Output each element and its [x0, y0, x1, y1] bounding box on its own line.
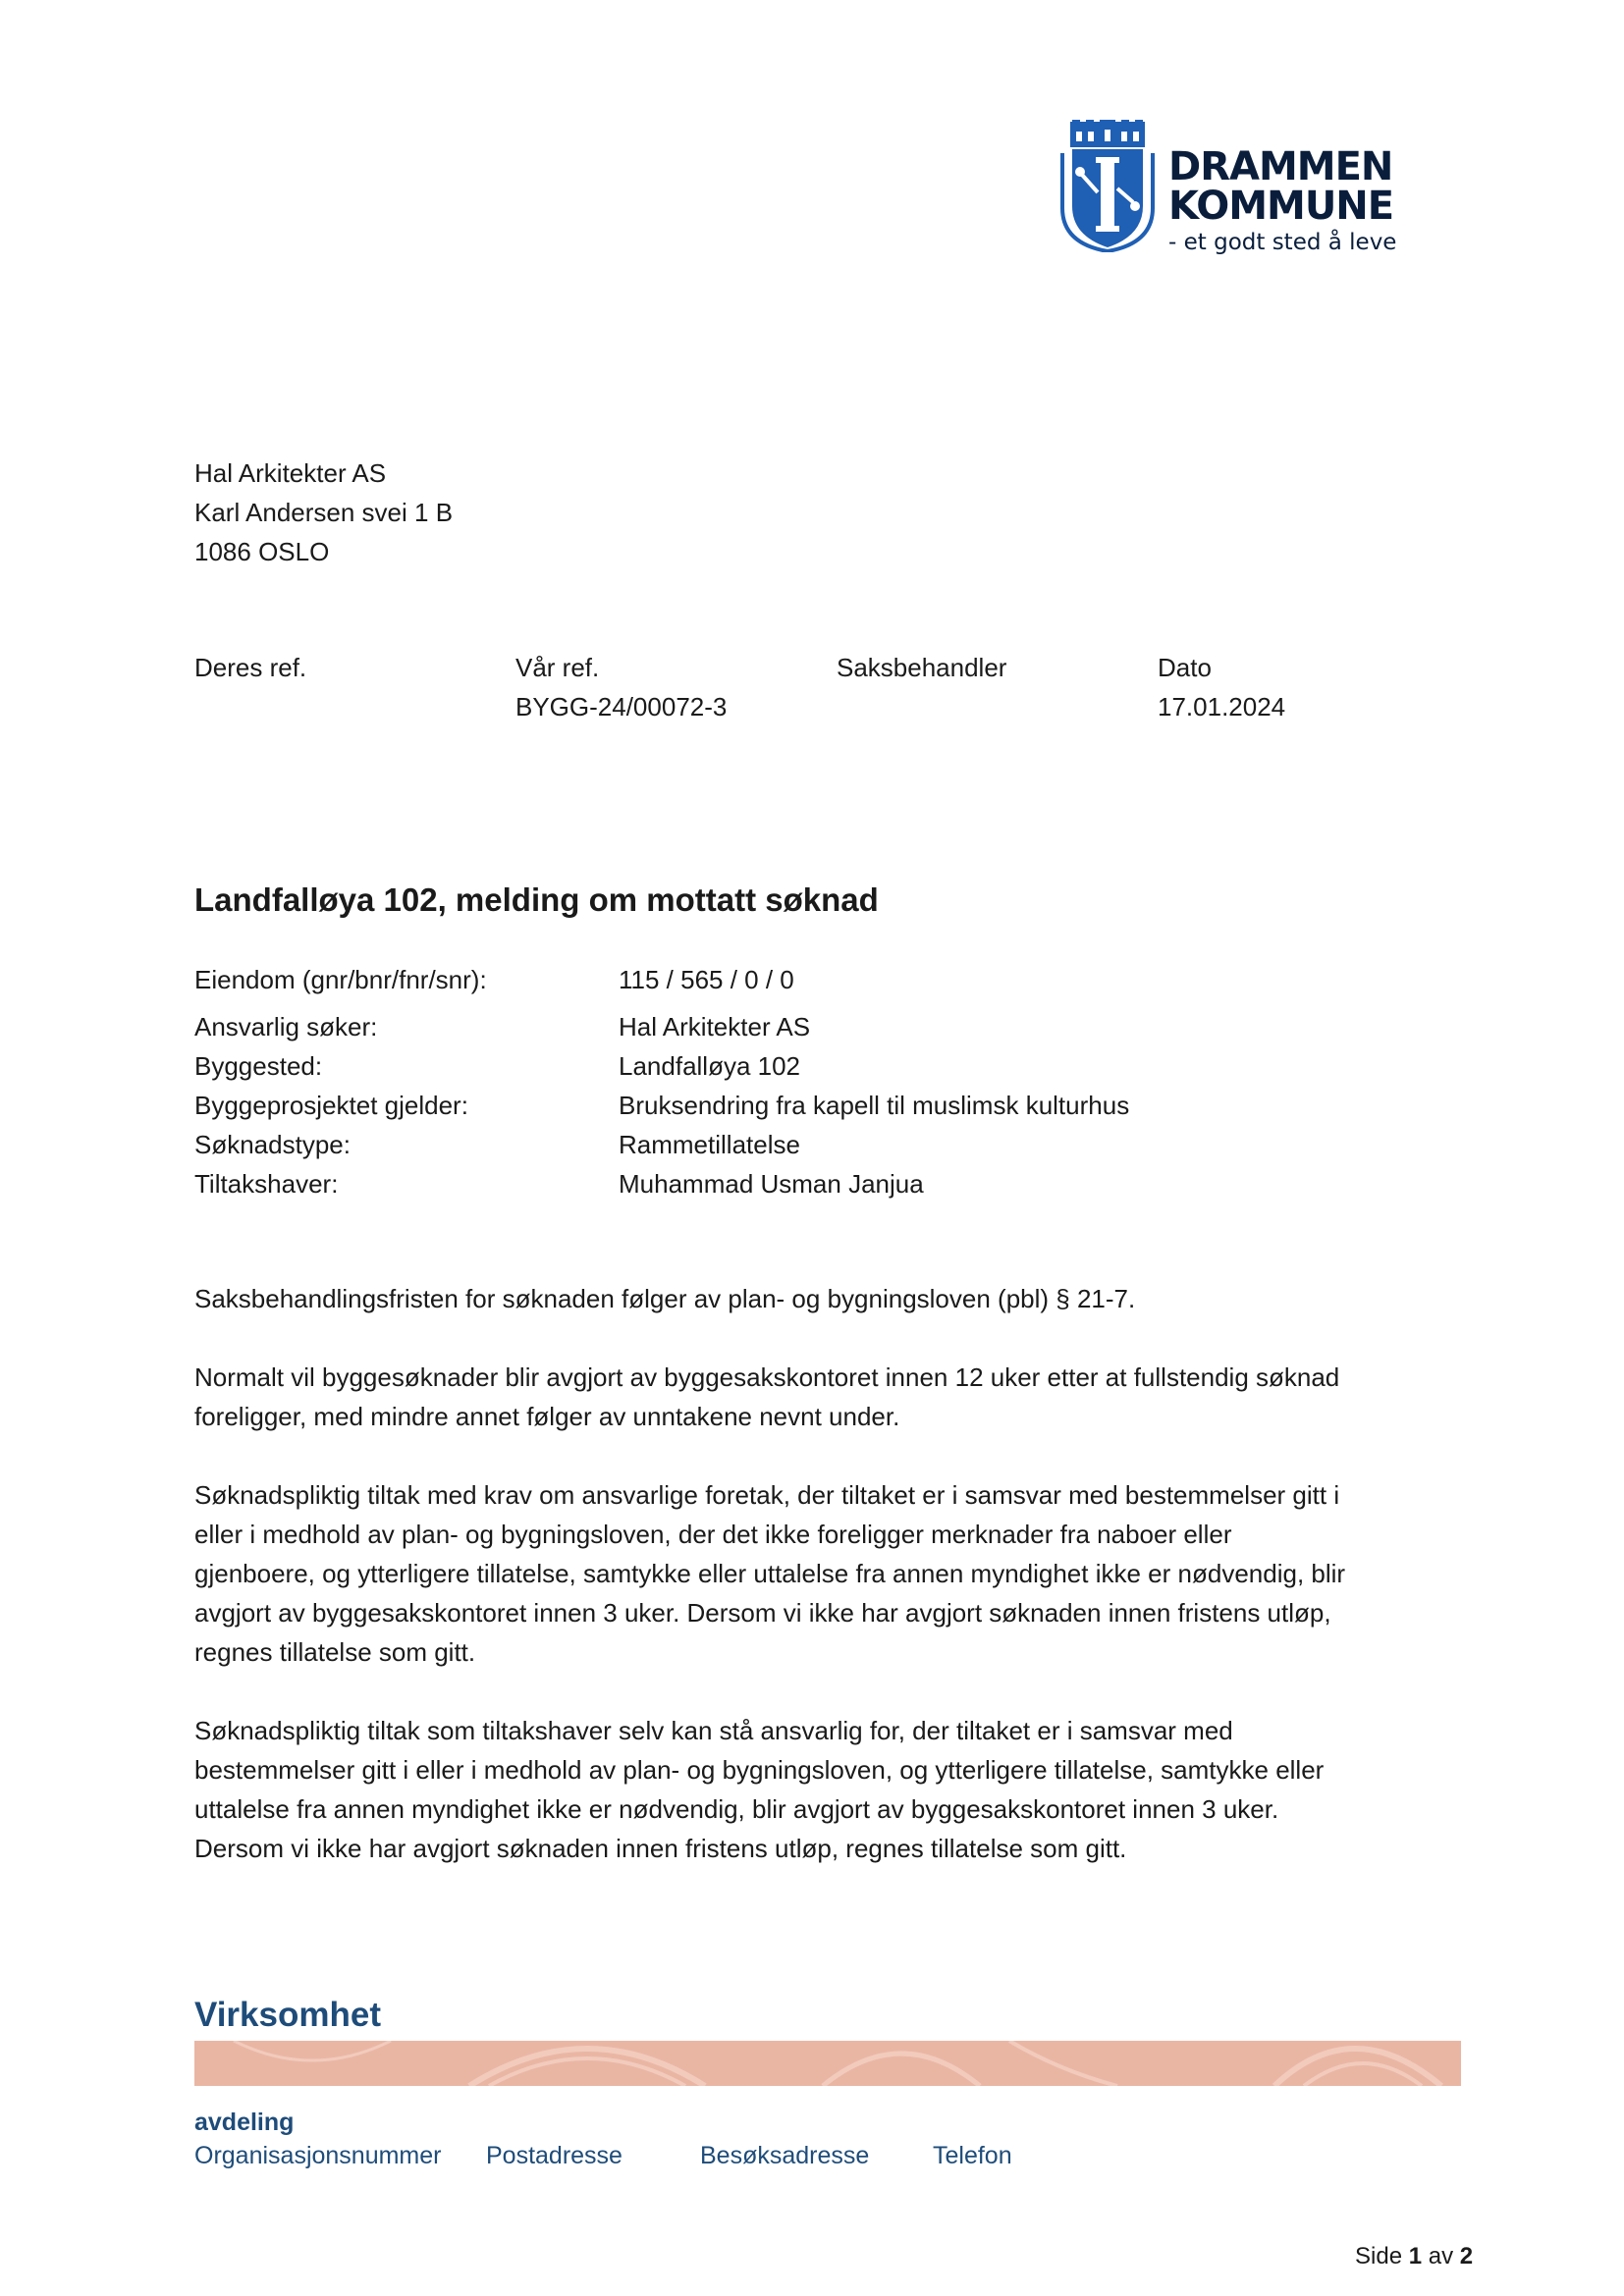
property-row	[194, 1125, 1471, 1164]
property-row	[194, 1086, 1471, 1125]
body-paragraph: Saksbehandlingsfristen for søknaden følger av plan- og bygningsloven (pbl) § 21-7.	[194, 1284, 1136, 1313]
property-value: Bruksendring fra kapell til muslimsk kulturhus	[619, 1091, 1130, 1120]
property-label: Byggeprosjektet gjelder:	[194, 1091, 468, 1120]
footer-virksomhet: Virksomhet	[194, 1996, 381, 2034]
property-row	[194, 1046, 1471, 1086]
recipient-name: Hal Arkitekter AS	[194, 458, 387, 488]
page-prefix: Side	[1355, 2243, 1403, 2269]
dato-label: Dato	[1158, 653, 1212, 682]
body-paragraph: Søknadspliktig tiltak som tiltakshaver selv kan stå ansvarlig for, der tiltaket er i samsvar med bestemmelser gitt i eller i medhold av plan- og bygningsloven, og ytterligere tillatelse, samtykke eller uttalelse fra annen myndighet ikke er nødvendig, blir avgjort av byggesakskontoret innen 3 uker. Dersom vi ikke har avgjort søknaden innen fristens utløp, regnes tillatelse som gitt.	[194, 1716, 1325, 1863]
property-row	[194, 960, 1471, 999]
recipient-street: Karl Andersen svei 1 B	[194, 498, 454, 527]
logo-line-1: DRAMMEN	[1168, 144, 1393, 189]
property-row	[194, 1007, 1471, 1046]
property-label: Eiendom (gnr/bnr/fnr/snr):	[194, 965, 487, 994]
footer-label-besoksadresse: Besøksadresse	[700, 2142, 870, 2169]
footer-label-postadresse: Postadresse	[486, 2142, 623, 2169]
var-ref-label: Vår ref.	[515, 653, 600, 682]
page-total: 2	[1459, 2243, 1474, 2269]
property-label: Byggested:	[194, 1051, 323, 1081]
footer-decorative-band	[194, 2041, 1461, 2086]
footer-label-telefon: Telefon	[933, 2142, 1012, 2169]
page-current: 1	[1408, 2243, 1423, 2269]
var-ref-value: BYGG-24/00072-3	[515, 692, 728, 721]
property-table	[194, 960, 1471, 1203]
property-label: Tiltakshaver:	[194, 1169, 339, 1199]
property-value: Landfalløya 102	[619, 1051, 801, 1081]
recipient-address	[194, 454, 453, 571]
reference-block	[0, 648, 1624, 736]
property-value: Hal Arkitekter AS	[619, 1012, 811, 1041]
dato-value: 17.01.2024	[1158, 692, 1286, 721]
body-paragraph: Normalt vil byggesøknader blir avgjort av byggesakskontoret innen 12 uker etter at fullstendig søknad foreligger, med mindre annet følger av unntakene nevnt under.	[194, 1362, 1340, 1431]
page-number	[1355, 2240, 1473, 2273]
letter-body	[194, 1279, 1500, 1907]
saksbehandler-label: Saksbehandler	[837, 653, 1007, 682]
letter-title: Landfalløya 102, melding om mottatt søknad	[194, 881, 879, 918]
property-row	[194, 1164, 1471, 1203]
property-label: Ansvarlig søker:	[194, 1012, 378, 1041]
page-middle: av	[1428, 2243, 1454, 2269]
footer-avdeling: avdeling	[194, 2109, 295, 2136]
deres-ref-label: Deres ref.	[194, 653, 307, 682]
logo-line-2: KOMMUNE	[1168, 184, 1394, 229]
property-value: 115 / 565 / 0 / 0	[619, 965, 794, 994]
coat-of-arms-icon	[1058, 120, 1157, 252]
wave-pattern-icon	[194, 2041, 1461, 2086]
property-value: Rammetillatelse	[619, 1130, 800, 1159]
drammen-kommune-logo	[1058, 120, 1402, 257]
logo-tagline: - et godt sted å leve	[1168, 230, 1397, 255]
body-paragraph: Søknadspliktig tiltak med krav om ansvarlige foretak, der tiltaket er i samsvar med bestemmelser gitt i eller i medhold av plan- og bygningsloven, der det ikke foreligger merknader fra naboer eller gjenboere, og ytterligere tillatelse, samtykke eller uttalelse fra annen myndighet ikke er nødvendig, blir avgjort av byggesakskontoret innen 3 uker. Dersom vi ikke har avgjort søknaden innen fristens utløp, regnes tillatelse som gitt.	[194, 1480, 1346, 1667]
footer-label-orgnr: Organisasjonsnummer	[194, 2142, 442, 2169]
property-label: Søknadstype:	[194, 1130, 351, 1159]
property-value: Muhammad Usman Janjua	[619, 1169, 924, 1199]
recipient-postal: 1086 OSLO	[194, 537, 330, 566]
